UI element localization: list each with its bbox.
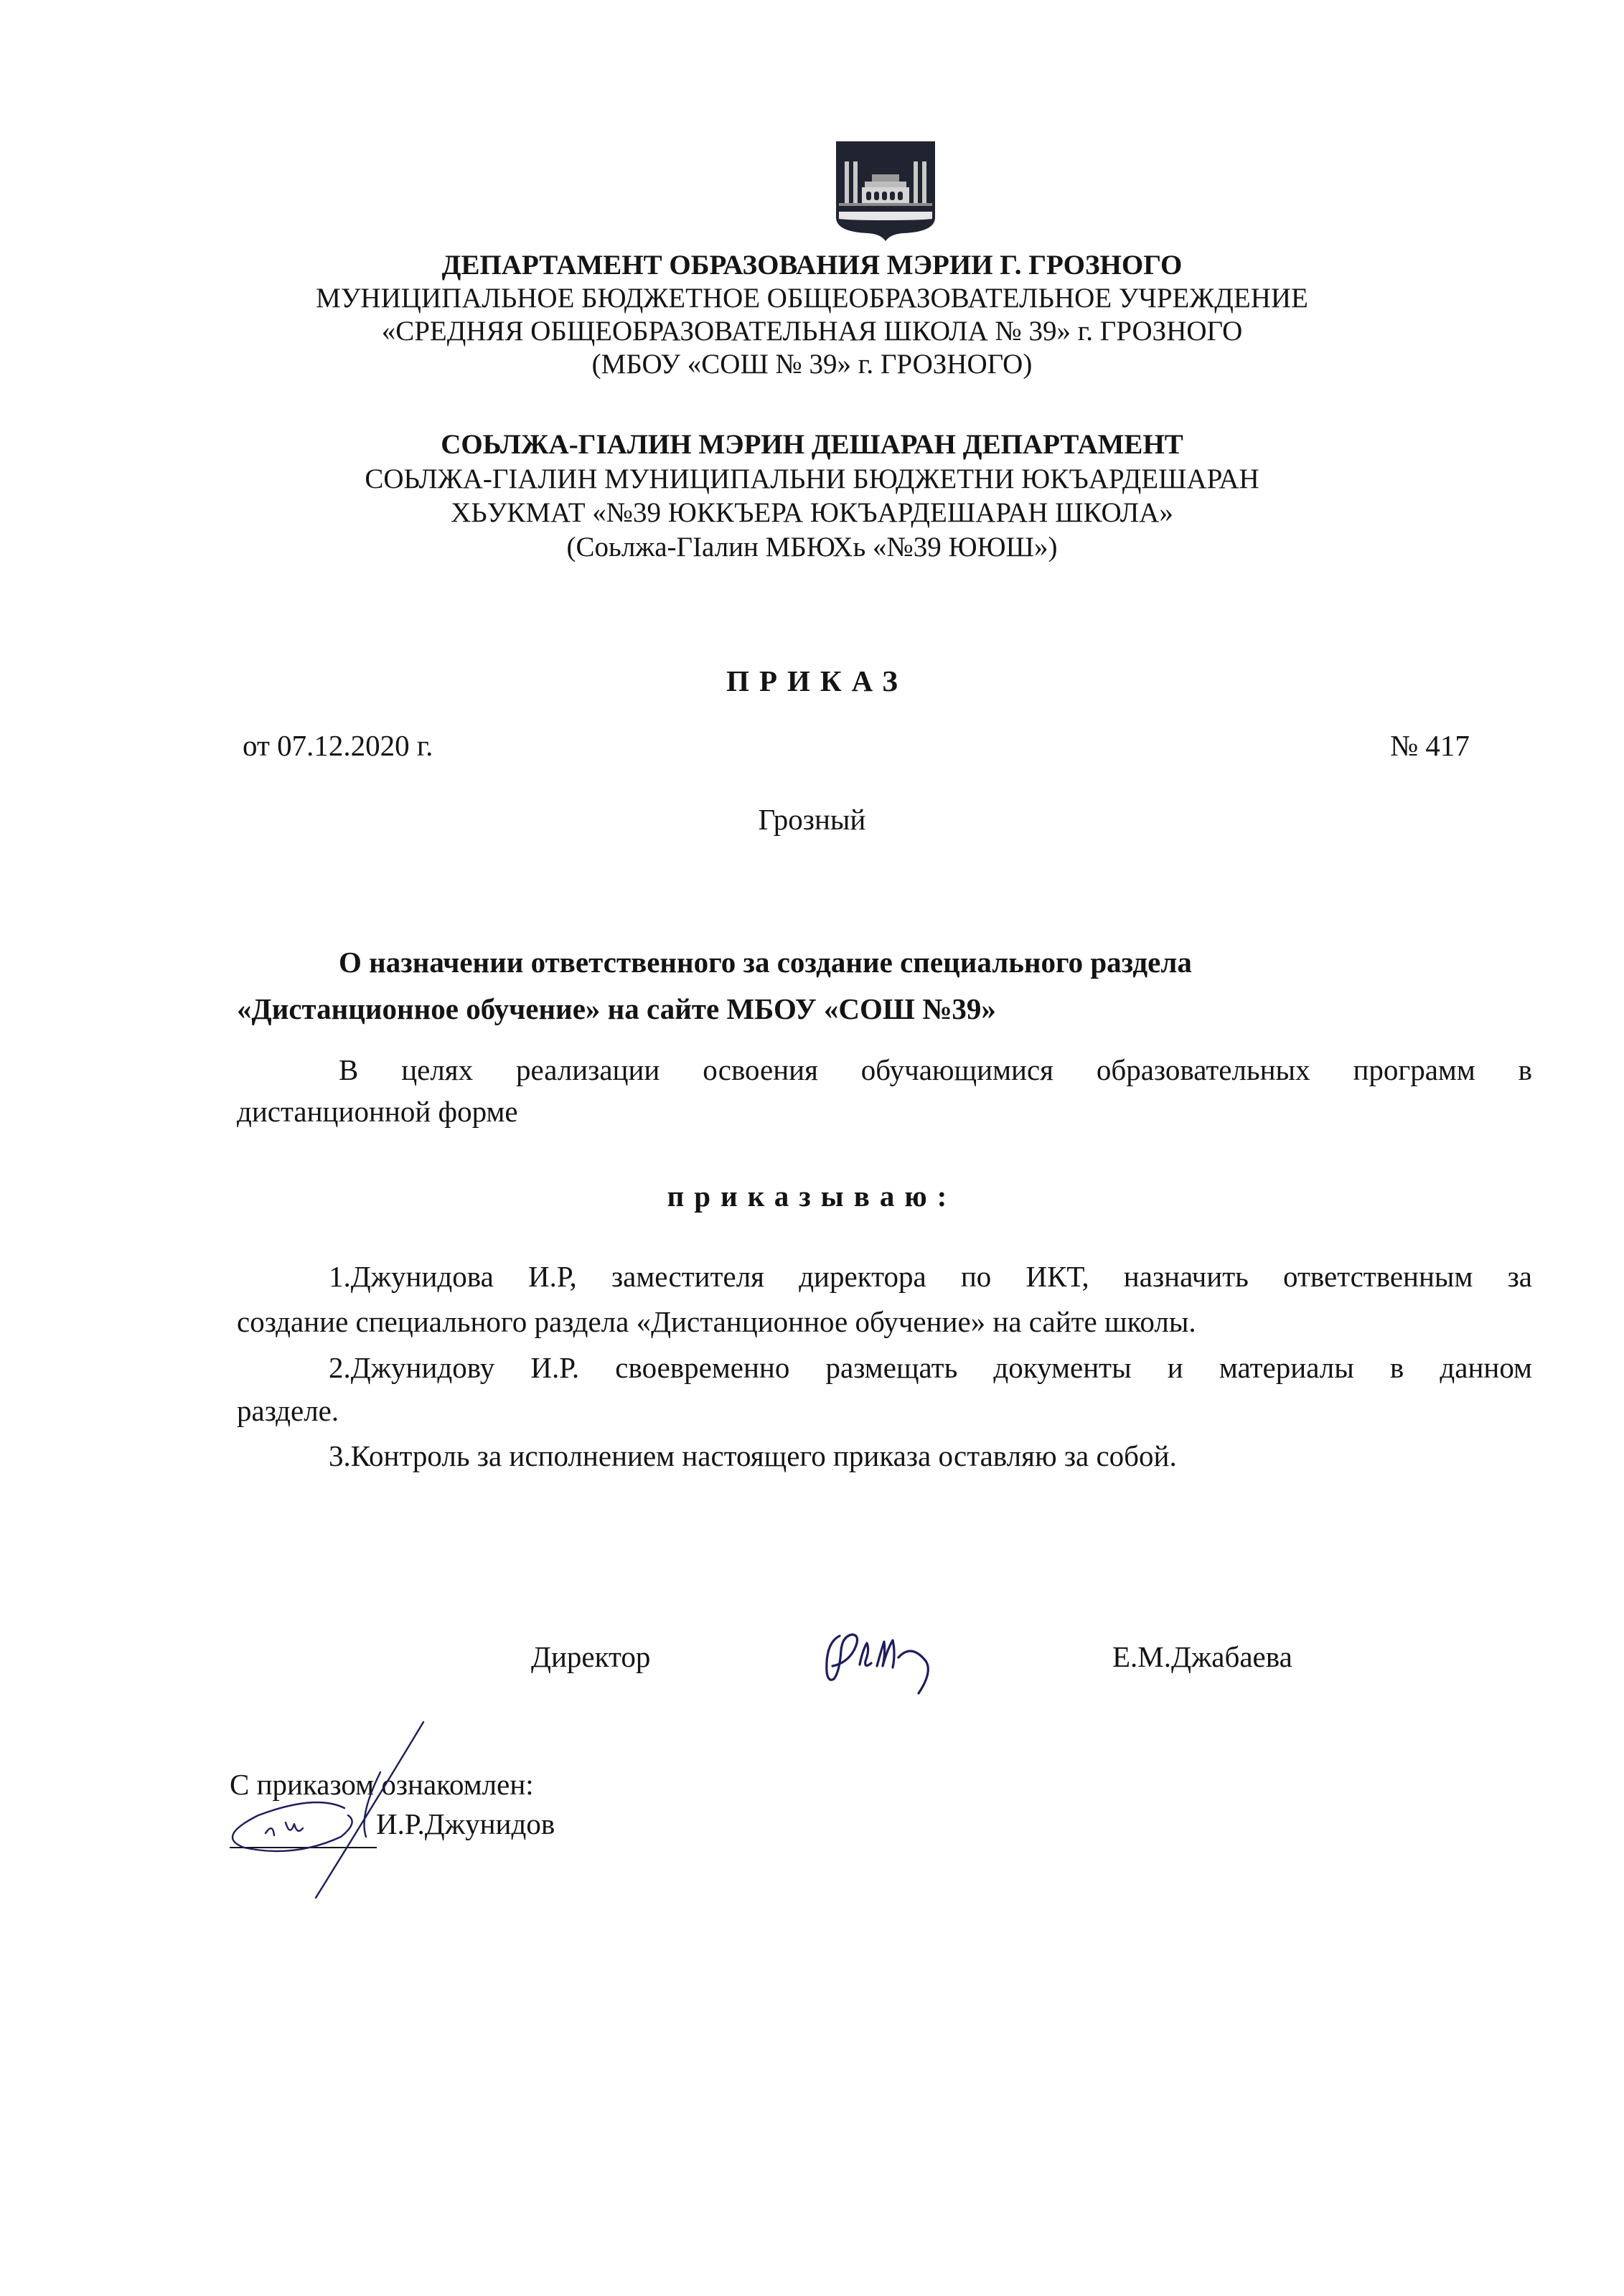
intro-line-1: В целях реализации освоения обучающимися образовательных программ в: [339, 1053, 1532, 1086]
institution-line-2-ru: «СРЕДНЯЯ ОБЩЕОБРАЗОВАТЕЛЬНАЯ ШКОЛА № 39» г. ГРОЗНОГО: [381, 316, 1243, 347]
order-number: № 417: [1390, 729, 1470, 762]
acknowledged-name: И.Р.Джунидов: [376, 1807, 555, 1840]
institution-line-1-ru: МУНИЦИПАЛЬНОЕ БЮДЖЕТНОЕ ОБЩЕОБРАЗОВАТЕЛЬНОЕ УЧРЕЖДЕНИЕ: [316, 283, 1308, 314]
department-name-ce: СОЬЛЖА-ГIАЛИН МЭРИН ДЕШАРАН ДЕПАРТАМЕНТ: [441, 429, 1183, 460]
acknowledged-signature: [215, 1715, 445, 1901]
director-signature: [818, 1622, 976, 1700]
order-heading: ПРИКАЗ: [726, 664, 908, 697]
item-2-line-2: разделе.: [237, 1394, 339, 1427]
order-title-line-1: О назначении ответственного за создание специального раздела: [339, 946, 1192, 979]
order-city: Грозный: [758, 803, 866, 836]
item-1-line-2: создание специального раздела «Дистанционное обучение» на сайте школы.: [237, 1305, 1196, 1338]
item-3-line-1: 3.Контроль за исполнением настоящего приказа оставляю за собой.: [329, 1439, 1177, 1472]
decree-word: приказываю:: [667, 1180, 957, 1213]
institution-abbr-ce: (Соьлжа-ГIалин МБЮХь «№39 ЮЮШ»): [566, 532, 1058, 563]
institution-line-2-ce: ХЬУКМАТ «№39 ЮККЪЕРА ЮКЪАРДЕШАРАН ШКОЛА»: [451, 497, 1173, 528]
department-name-ru: ДЕПАРТАМЕНТ ОБРАЗОВАНИЯ МЭРИИ Г. ГРОЗНОГО: [441, 250, 1183, 281]
order-date: от 07.12.2020 г.: [243, 729, 433, 762]
item-1-line-1: 1.Джунидова И.Р, заместителя директора по ИКТ, назначить ответственным за: [329, 1260, 1532, 1293]
institution-abbr-ru: (МБОУ «СОШ № 39» г. ГРОЗНОГО): [591, 349, 1033, 380]
director-name: Е.М.Джабаева: [1112, 1640, 1292, 1673]
director-title: Директор: [531, 1640, 651, 1673]
item-2-line-1: 2.Джунидову И.Р. своевременно размещать документы и материалы в данном: [329, 1351, 1532, 1384]
coat-of-arms-emblem: [835, 140, 937, 242]
acknowledged-label: С приказом ознакомлен:: [230, 1768, 534, 1801]
institution-line-1-ce: СОЬЛЖА-ГIАЛИН МУНИЦИПАЛЬНИ БЮДЖЕТНИ ЮКЪАРДЕШАРАН: [365, 464, 1259, 494]
order-title-line-2: «Дистанционное обучение» на сайте МБОУ «СОШ №39»: [237, 992, 996, 1025]
intro-line-2: дистанционной форме: [237, 1095, 518, 1128]
